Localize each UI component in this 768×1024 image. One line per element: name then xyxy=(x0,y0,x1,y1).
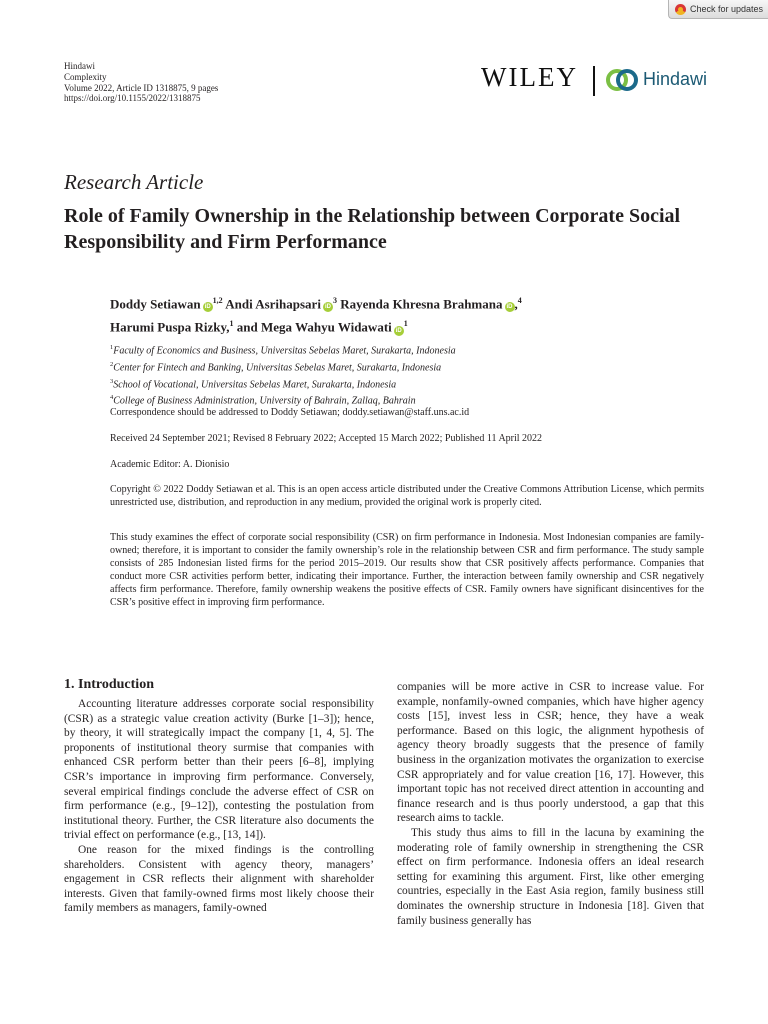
author-list xyxy=(110,291,710,338)
abstract-text: This study examines the effect of corporate social responsibility (CSR) on firm performance in Indonesia. Most Indonesian companies are family-owned; therefore, it is important to consider the family ownership’s role in the relationship between CSR and firm performance. The study sample consists of 285 Indonesian listed firms for the period 2015–2019. Our results show that CSR positively affects performance. Companies that conduct more CSR activities perform better, indicating their importance. Further, the interaction between family ownership and CSR negatively affects firm performance. Therefore, family ownership weakens the positive effects of CSR. Family owners have significant disincentives for the CSR’s positive effect in improving firm performance. xyxy=(110,532,704,608)
author-name: Harumi Puspa Rizky, xyxy=(110,319,230,335)
doi-link[interactable]: https://doi.org/10.1155/2022/1318875 xyxy=(64,93,201,104)
correspondence-note: Correspondence should be addressed to Doddy Setiawan; doddy.setiawan@staff.uns.ac.id xyxy=(110,407,470,418)
check-for-updates-button[interactable] xyxy=(668,0,768,19)
affiliation-text: Center for Fintech and Banking, Universitas Sebelas Maret, Surakarta, Indonesia xyxy=(113,362,442,374)
article-title: Role of Family Ownership in the Relationship between Corporate Social Responsibility and Firm Performance xyxy=(64,205,681,253)
article-type: Research Article xyxy=(64,170,204,194)
affiliation-number: 2 xyxy=(110,360,114,368)
affiliation-number: 4 xyxy=(110,394,114,402)
body-paragraph: This study thus aims to fill in the lacuna by examining the moderating role of family ownership in strengthening the CSR effect on firm performance. Indonesia offers an ideal research setting for examining this argument. First, like other emerging countries, especially in the East Asia region, family business still dominates the ownership structure in Indonesia [18]. Given that family business generally has xyxy=(397,826,704,927)
orcid-icon[interactable]: iD xyxy=(204,304,211,311)
section-heading: 1. Introduction xyxy=(64,677,154,692)
author-affiliation-marker: 4 xyxy=(517,296,522,305)
author-affiliation-marker: 1 xyxy=(229,319,234,329)
author-affiliation-marker: 1,2 xyxy=(212,296,223,305)
journal-name: Complexity xyxy=(64,71,107,82)
publisher-name: Hindawi xyxy=(64,61,95,71)
publication-dates: Received 24 September 2021; Revised 8 February 2022; Accepted 15 March 2022; Published 11 April 2022 xyxy=(110,433,543,444)
left-column xyxy=(64,697,374,916)
body-paragraph: companies will be more active in CSR to increase value. For example, nonfamily-owned companies, which have higher agency costs [15], invest less in CSR; hence, they have a weak performance. Based on this logic, the alignment hypothesis of agency theory broadly suggests that the presence of family business in the organization motivates the organization to exercise CSR appropriately and for value creation [16, 17]. However, this important topic has not received direct attention in accounting and finance research and is thus poorly understood, a gap that this research aims to tackle. xyxy=(397,681,704,825)
affiliation-item xyxy=(110,341,710,358)
affiliation-text: College of Business Administration, University of Bahrain, Zallaq, Bahrain xyxy=(113,395,416,407)
article-meta xyxy=(64,61,218,104)
orcid-icon[interactable]: iD xyxy=(506,304,513,311)
orcid-icon[interactable]: iD xyxy=(324,304,331,311)
affiliation-list xyxy=(110,341,710,408)
academic-editor: Academic Editor: A. Dionisio xyxy=(110,459,230,470)
body-paragraph: One reason for the mixed findings is the controlling shareholders. Consistent with agency theory, managers’ engagement in CSR reflects their alignment with shareholder interests. Given that family-owned firms most likely choose their family members as managers, family-owned xyxy=(64,843,374,915)
right-column xyxy=(397,680,704,928)
affiliation-text: Faculty of Economics and Business, Universitas Sebelas Maret, Surakarta, Indonesia xyxy=(113,345,456,357)
check-updates-label: Check for updates xyxy=(690,4,764,14)
check-updates-icon xyxy=(675,4,686,15)
affiliation-item xyxy=(110,375,710,392)
hindawi-logo-icon xyxy=(606,68,638,92)
author-name: Andi Asrihapsari xyxy=(225,296,321,312)
affiliation-text: School of Vocational, Universitas Sebelas Maret, Surakarta, Indonesia xyxy=(113,378,397,390)
body-paragraph: Accounting literature addresses corporate social responsibility (CSR) as a strategic value creation activity (Burke [1–3]); hence, by theory, it will strategically impact the company [1, 4, 5]. The proponents of institutional theory surmise that companies with enhanced CSR perform better than their peers [6–8], implying CSR’s importance in improving firm performance. Conversely, several empirical findings conclude the adverse effect of CSR on firm performance (e.g., [9–12]), contesting the postulation from institutional theory. Further, the CSR literature also documents the trivial effect on performance (e.g., [13, 14]). xyxy=(64,698,374,842)
hindawi-logo-text: Hindawi xyxy=(643,69,708,89)
affiliation-number: 1 xyxy=(110,344,114,351)
author-name: Mega Wahyu Widawati xyxy=(261,319,392,335)
copyright-notice: Copyright © 2022 Doddy Setiawan et al. This is an open access article distributed under the Creative Commons Attribution License, which permits unrestricted use, distribution, and reproduction in any medium, provided the original work is properly cited. xyxy=(110,484,704,508)
author-separator: , xyxy=(514,296,518,312)
affiliation-item xyxy=(110,358,710,375)
wiley-logo: WILEY xyxy=(481,62,578,92)
author-name: Doddy Setiawan xyxy=(110,296,201,312)
author-separator: and xyxy=(233,319,262,335)
affiliation-number: 3 xyxy=(110,377,114,385)
author-affiliation-marker: 1 xyxy=(403,319,408,329)
author-affiliation-marker: 3 xyxy=(332,296,337,305)
orcid-icon[interactable]: iD xyxy=(395,327,402,334)
logo-divider xyxy=(593,66,595,96)
volume-info: Volume 2022, Article ID 1318875, 9 pages xyxy=(64,82,219,93)
author-name: Rayenda Khresna Brahmana xyxy=(340,296,503,312)
